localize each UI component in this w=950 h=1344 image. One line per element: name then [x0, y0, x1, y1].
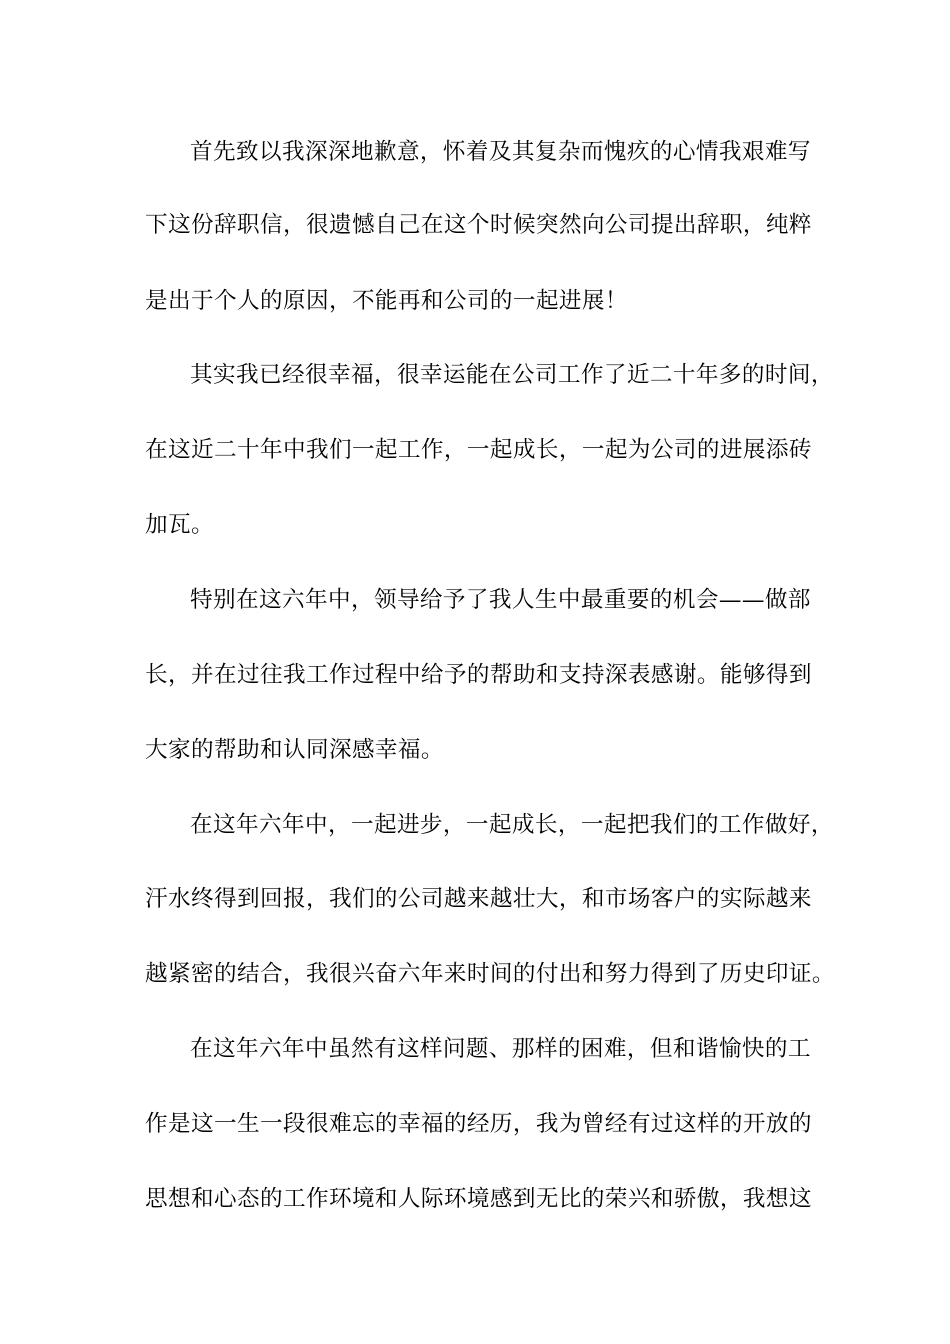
paragraph-2-line-3: 加瓦。 — [145, 512, 214, 538]
paragraph-1-line-2: 下这份辞职信，很遗憾自己在这个时候突然向公司提出辞职，纯粹 — [145, 212, 812, 238]
paragraph-1-line-3: 是出于个人的原因，不能再和公司的一起进展！ — [145, 288, 628, 314]
paragraph-4-line-2: 汗水终得到回报，我们的公司越来越壮大，和市场客户的实际越来 — [145, 886, 812, 912]
paragraph-3-line-3: 大家的帮助和认同深感幸福。 — [145, 737, 444, 763]
paragraph-1-line-1: 首先致以我深深地歉意，怀着及其复杂而愧疚的心情我艰难写 — [190, 139, 811, 165]
paragraph-2-line-2: 在这近二十年中我们一起工作，一起成长，一起为公司的进展添砖 — [145, 437, 812, 463]
paragraph-5-line-1: 在这年六年中虽然有这样问题、那样的困难，但和谐愉快的工 — [190, 1036, 811, 1062]
paragraph-3-line-1: 特别在这六年中，领导给予了我人生中最重要的机会——做部 — [190, 587, 811, 613]
paragraph-5-line-2: 作是这一生一段很难忘的幸福的经历，我为曾经有过这样的开放的 — [145, 1111, 812, 1137]
paragraph-2-line-1: 其实我已经很幸福，很幸运能在公司工作了近二十年多的时间， — [190, 362, 834, 388]
paragraph-5-line-3: 思想和心态的工作环境和人际环境感到无比的荣兴和骄傲，我想这 — [145, 1186, 812, 1212]
paragraph-4-line-1: 在这年六年中，一起进步，一起成长，一起把我们的工作做好， — [190, 812, 834, 838]
paragraph-3-line-2: 长，并在过往我工作过程中给予的帮助和支持深表感谢。能够得到 — [145, 662, 812, 688]
paragraph-4-line-3: 越紧密的结合，我很兴奋六年来时间的付出和努力得到了历史印证。 — [145, 961, 835, 987]
